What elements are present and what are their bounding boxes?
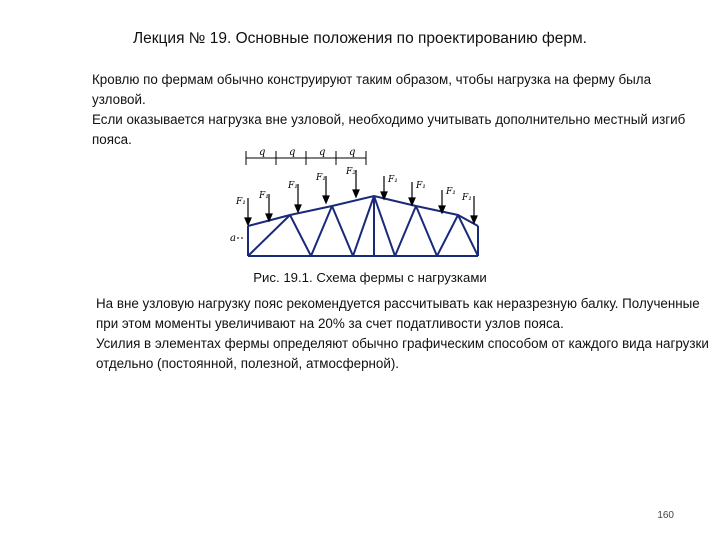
panel-label-1: q	[259, 147, 266, 158]
figure-caption: Рис. 19.1. Схема фермы с нагрузками	[253, 270, 487, 285]
load-label-4: F₁	[316, 173, 326, 183]
truss-members	[248, 196, 478, 256]
truss-figure	[226, 138, 486, 268]
panel-label-2: q	[289, 147, 296, 158]
body-text	[56, 294, 716, 374]
panel-label-3: q	[319, 147, 326, 158]
load-label-7: F₁	[416, 181, 426, 191]
support-label: a	[230, 233, 236, 244]
page-number: 160	[657, 510, 674, 521]
intro-paragraph-1: Кровлю по фермам обычно конструируют таким образом, чтобы нагрузка на ферму была узловой.	[92, 72, 652, 107]
panel-label-4: q	[349, 147, 356, 158]
intro-paragraph-2: Если оказывается нагрузка вне узловой, необходимо учитывать дополнительно местный изгиб пояса.	[92, 112, 686, 147]
load-label-2: F₁	[259, 191, 269, 201]
body-paragraph-1: На вне узловую нагрузку пояс рекомендуется рассчитывать как неразрезную балку. Полученные при этом моменты увеличивают на 20% за счет податливости узлов пояса.	[96, 296, 700, 331]
load-label-5: F₂	[346, 167, 356, 177]
page-title: Лекция № 19. Основные положения по проектированию ферм.	[132, 30, 587, 47]
truss-diagram	[226, 138, 486, 268]
load-label-8: F₁	[446, 187, 456, 197]
load-label-3: F₁	[288, 181, 298, 191]
load-label-1: F₁	[236, 197, 246, 207]
load-label-6: F₁	[388, 175, 398, 185]
load-label-9: F₁	[462, 193, 472, 203]
body-paragraph-2: Усилия в элементах фермы определяют обычно графическим способом от каждого вида нагрузки отдельно (постоянной, полезной, атмосферной).	[96, 336, 709, 371]
